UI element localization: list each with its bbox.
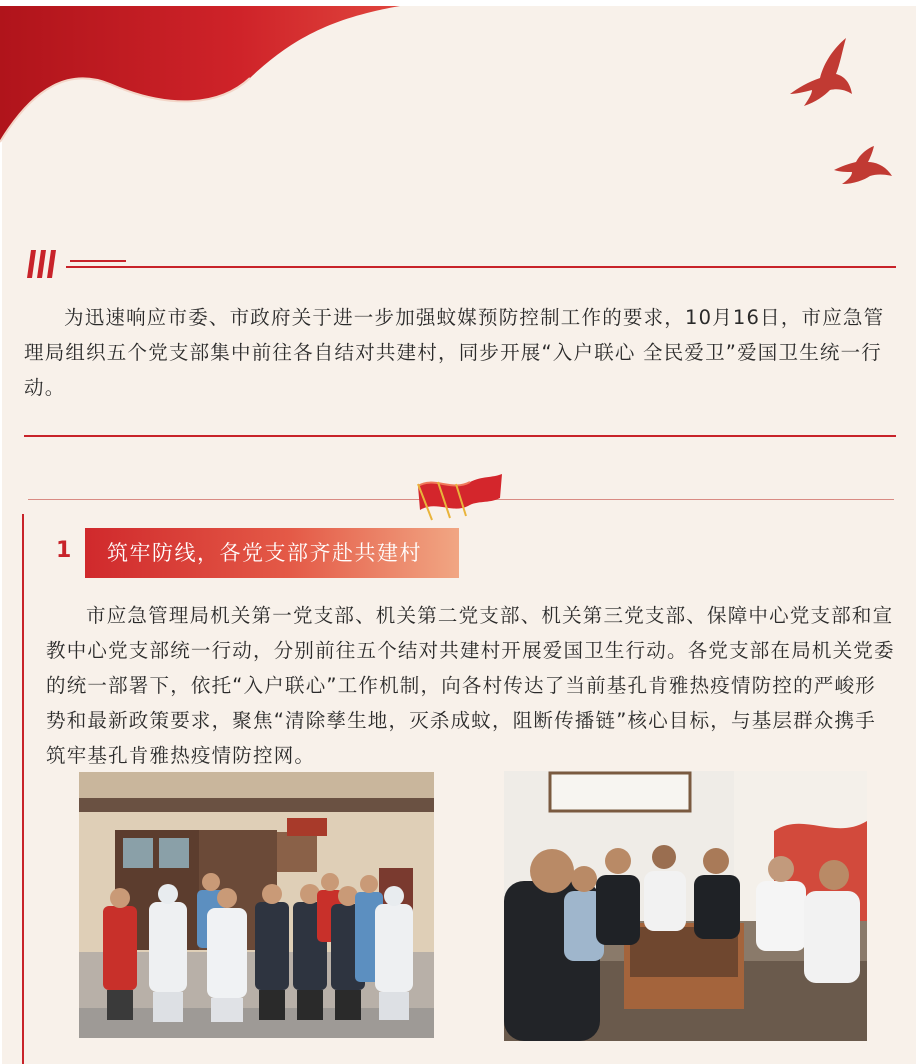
meeting-photo xyxy=(504,771,867,1041)
section-number: 1 xyxy=(56,538,72,563)
red-flag-icon xyxy=(412,472,504,522)
section-side-line xyxy=(22,514,24,1064)
dove-icon xyxy=(834,146,894,186)
right-border xyxy=(916,0,920,1064)
header-rule xyxy=(66,266,896,268)
intro-paragraph: 为迅速响应市委、市政府关于进一步加强蚊媒预防控制工作的要求，10月16日，市应急管理局组织五个党支部集中前往各自结对共建村，同步开展“入户联心 全民爱卫”爱国卫生统一行动。 xyxy=(24,306,885,399)
header-rule-accent xyxy=(70,260,126,262)
group-photo xyxy=(79,772,434,1038)
section-body-paragraph: 市应急管理局机关第一党支部、机关第二党支部、机关第三党支部、保障中心党支部和宣教中心党支部统一行动，分别前往五个结对共建村开展爱国卫生行动。各党支部在局机关党委的统一部署下，依托“入户联心”工作机制，向各村传达了当前基孔肯雅热疫情防控的严峻形势和最新政策要求，聚焦“清除孳生地，灭杀成蚊，阻断传播链”核心目标，与基层群众携手筑牢基孔肯雅热疫情防控网。 xyxy=(46,604,895,767)
section-divider xyxy=(24,435,896,437)
left-border xyxy=(0,0,2,1064)
red-wave-banner xyxy=(0,0,420,150)
section-title: 筑牢防线，各党支部齐赴共建村 xyxy=(85,528,459,578)
dove-icon xyxy=(790,36,860,110)
section-marker-icon xyxy=(26,250,58,278)
